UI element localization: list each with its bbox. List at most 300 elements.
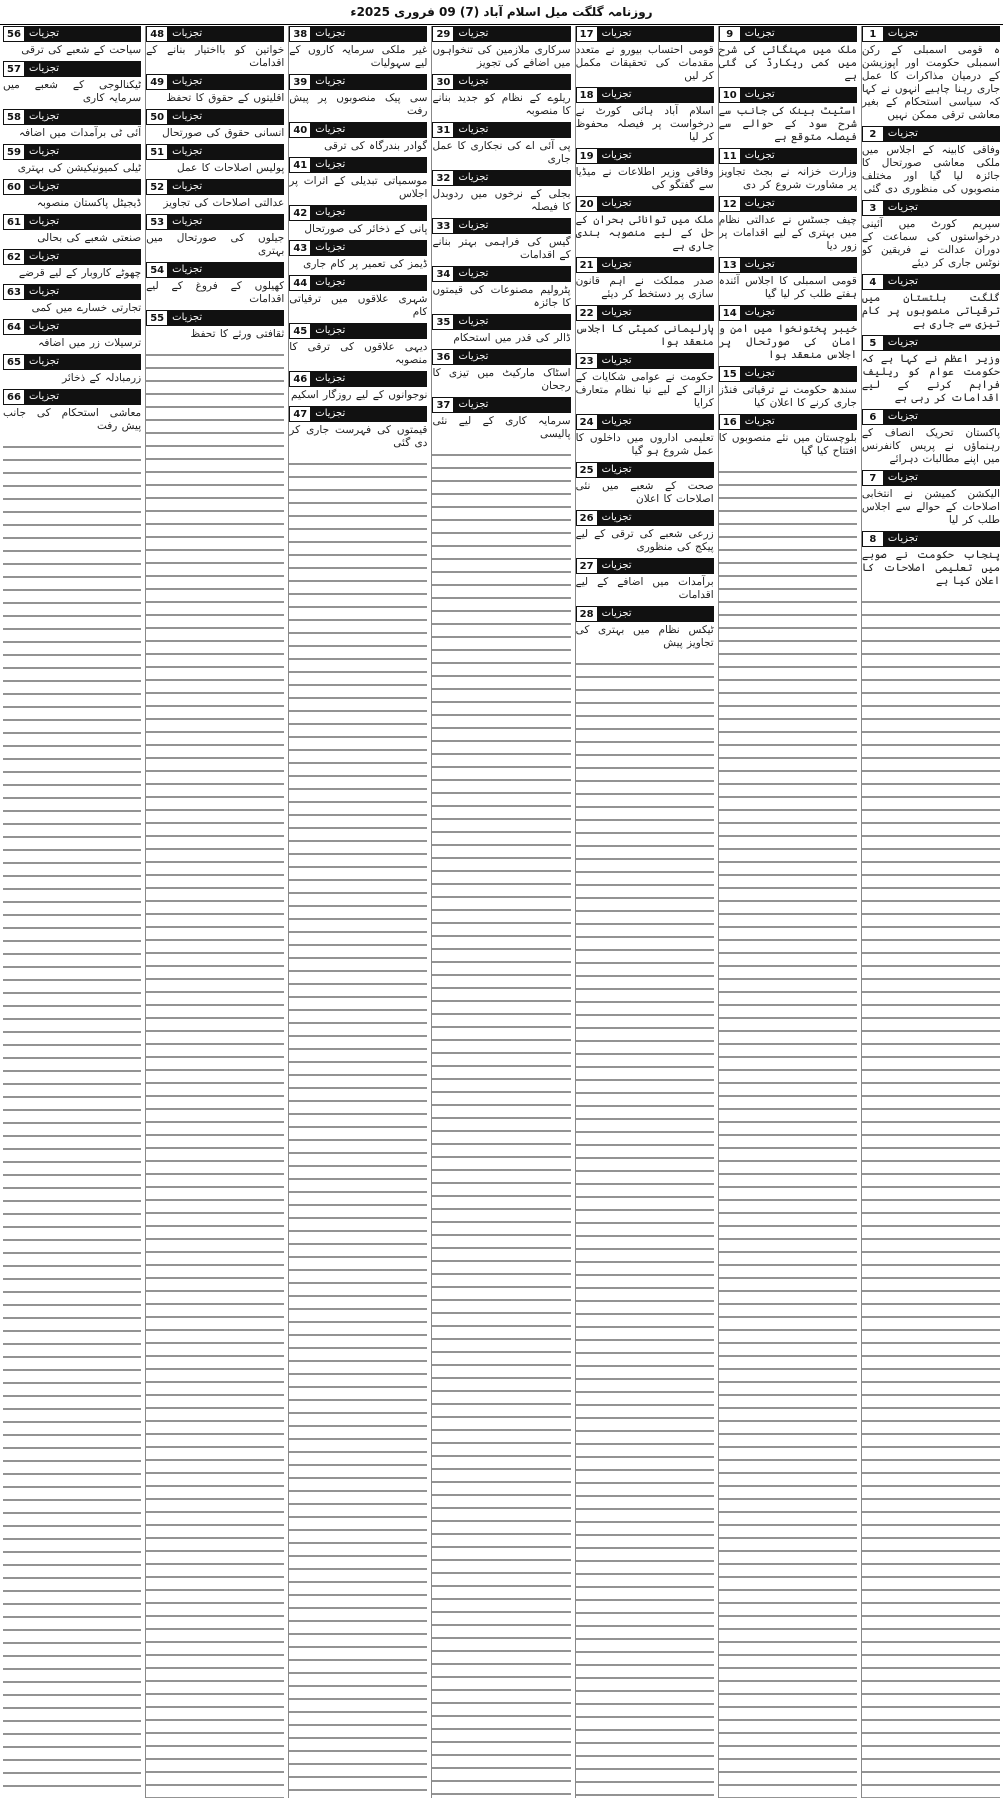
item-header <box>289 157 427 173</box>
news-item <box>432 349 570 393</box>
item-body: وفاقی وزیر اطلاعات نے میڈیا سے گفتگو کی <box>575 166 714 191</box>
news-column <box>145 26 284 1798</box>
item-header <box>289 205 427 221</box>
item-header <box>719 366 857 382</box>
item-number: 28 <box>576 606 598 622</box>
item-header <box>862 409 1000 425</box>
item-number: 37 <box>432 397 454 413</box>
section-label: تجزیات <box>29 216 60 227</box>
text-filler <box>576 654 714 1798</box>
item-number: 46 <box>289 371 311 387</box>
item-header <box>3 179 141 195</box>
item-header <box>576 510 714 526</box>
section-label: تجزیات <box>29 286 60 297</box>
text-filler <box>719 462 857 1798</box>
item-body: شہری علاقوں میں ترقیاتی کام <box>289 293 428 318</box>
item-body: قومی احتساب بیورو نے متعدد مقدمات کی تحقیقات مکمل کر لیں <box>575 44 714 82</box>
item-number: 24 <box>576 414 598 430</box>
item-number: 15 <box>719 366 741 382</box>
news-item <box>3 26 141 57</box>
section-label: تجزیات <box>744 307 775 318</box>
section-label: تجزیات <box>172 146 203 157</box>
news-item <box>289 275 427 319</box>
item-number: 14 <box>719 305 741 321</box>
item-header <box>146 214 284 230</box>
item-body: زرمبادلہ کے ذخائر <box>62 372 142 384</box>
item-number: 17 <box>576 26 598 42</box>
item-header <box>3 249 141 265</box>
item-number: 10 <box>719 87 741 103</box>
section-label: تجزیات <box>29 356 60 367</box>
item-body: پاکستان تحریک انصاف کے رہنماؤں نے پریس کانفرنس میں اپنے مطالبات دہرائے <box>861 427 1000 465</box>
news-item <box>576 414 714 458</box>
news-item <box>576 148 714 192</box>
item-header <box>146 262 284 278</box>
item-header <box>146 109 284 125</box>
item-number: 18 <box>576 87 598 103</box>
section-label: تجزیات <box>315 373 346 384</box>
item-body: پنجاب حکومت نے صوبے میں تعلیمی اصلاحات کا اعلان کیا ہے <box>861 549 1000 587</box>
item-body: قیمتوں کی فہرست جاری کر دی گئی <box>289 424 428 449</box>
section-label: تجزیات <box>744 150 775 161</box>
item-header <box>289 122 427 138</box>
item-body: ٹیکنالوجی کے شعبے میں سرمایہ کاری <box>3 79 142 104</box>
news-column <box>431 26 570 1798</box>
section-label: تجزیات <box>744 416 775 427</box>
item-body: برآمدات میں اضافے کے لیے اقدامات <box>575 576 714 601</box>
item-header <box>146 26 284 42</box>
item-number: 23 <box>576 353 598 369</box>
item-number: 35 <box>432 314 454 330</box>
news-item <box>3 389 141 433</box>
news-column <box>3 26 141 1798</box>
section-label: تجزیات <box>458 172 489 183</box>
item-header <box>432 26 570 42</box>
news-item <box>862 409 1000 466</box>
item-number: 47 <box>289 406 311 422</box>
item-header <box>719 305 857 321</box>
item-header <box>146 179 284 195</box>
news-column <box>718 26 857 1798</box>
item-header <box>289 26 427 42</box>
item-header <box>862 531 1000 547</box>
item-body: گیس کی فراہمی بہتر بنانے کے اقدامات <box>432 236 571 261</box>
news-item <box>576 462 714 506</box>
item-header <box>576 26 714 42</box>
item-header <box>432 266 570 282</box>
text-filler <box>3 437 141 1798</box>
section-label: تجزیات <box>29 181 60 192</box>
news-item <box>289 122 427 153</box>
section-label: تجزیات <box>29 391 60 402</box>
section-label: تجزیات <box>172 216 203 227</box>
section-label: تجزیات <box>744 89 775 100</box>
news-item <box>289 406 427 450</box>
item-header <box>862 335 1000 351</box>
item-body: جیلوں کی صورتحال میں بہتری <box>146 232 285 257</box>
item-body: زرعی شعبے کی ترقی کے لیے پیکج کی منظوری <box>575 528 714 553</box>
text-filler <box>432 445 570 1798</box>
item-body: پٹرولیم مصنوعات کی قیمتوں کا جائزہ <box>432 284 571 309</box>
item-number: 7 <box>862 470 884 486</box>
item-number: 58 <box>3 109 25 125</box>
item-body: بجلی کے نرخوں میں ردوبدل کا فیصلہ <box>432 188 571 213</box>
section-label: تجزیات <box>458 28 489 39</box>
news-item <box>719 148 857 192</box>
item-body: صحت کے شعبے میں نئی اصلاحات کا اعلان <box>575 480 714 505</box>
section-label: تجزیات <box>172 181 203 192</box>
item-body: پارلیمانی کمیٹی کا اجلاس منعقد ہوا <box>575 323 714 348</box>
news-item <box>289 323 427 367</box>
news-item <box>3 179 141 210</box>
item-header <box>289 275 427 291</box>
item-header <box>576 196 714 212</box>
item-number: 43 <box>289 240 311 256</box>
item-header <box>432 122 570 138</box>
item-number: 16 <box>719 414 741 430</box>
item-body: خیبر پختونخوا میں امن و امان کی صورتحال پر اجلاس منعقد ہوا <box>718 323 857 361</box>
item-number: 9 <box>719 26 741 42</box>
item-body: خواتین کو بااختیار بنانے کے اقدامات <box>146 44 285 69</box>
item-body: پولیس اصلاحات کا عمل <box>177 162 285 174</box>
item-header <box>719 196 857 212</box>
news-item <box>146 310 284 341</box>
item-body: ریلوے کے نظام کو جدید بنانے کا منصوبہ <box>432 92 571 117</box>
item-header <box>432 349 570 365</box>
news-item <box>289 26 427 70</box>
item-number: 66 <box>3 389 25 405</box>
item-header <box>719 414 857 430</box>
item-number: 57 <box>3 61 25 77</box>
section-label: تجزیات <box>601 464 632 475</box>
section-label: تجزیات <box>29 111 60 122</box>
item-number: 21 <box>576 257 598 273</box>
news-item <box>576 510 714 554</box>
section-label: تجزیات <box>172 264 203 275</box>
item-body: وزارت خزانہ نے بجٹ تجاویز پر مشاورت شروع کر دی <box>718 166 857 191</box>
item-header <box>862 470 1000 486</box>
news-item <box>3 354 141 385</box>
section-label: تجزیات <box>315 242 346 253</box>
item-header <box>576 87 714 103</box>
item-body: ہ قومی اسمبلی کے رکن اسمبلی حکومت اور اپوزیشن کے درمیان مذاکرات کا عمل جاری رہنا چاہیے انہوں نے کہا کہ سیاسی استحکام کے بغیر معاشی ترقی ممکن نہیں <box>861 44 1000 121</box>
item-number: 31 <box>432 122 454 138</box>
item-header <box>146 310 284 326</box>
text-filler <box>289 454 427 1798</box>
item-body: ٹیکس نظام میں بہتری کی تجاویز پیش <box>575 624 714 649</box>
item-body: غیر ملکی سرمایہ کاروں کے لیے سہولیات <box>289 44 428 69</box>
section-label: تجزیات <box>458 124 489 135</box>
news-item <box>432 314 570 345</box>
section-label: تجزیات <box>601 259 632 270</box>
section-label: تجزیات <box>29 251 60 262</box>
item-number: 52 <box>146 179 168 195</box>
news-item <box>146 109 284 140</box>
section-label: تجزیات <box>29 146 60 157</box>
section-label: تجزیات <box>29 321 60 332</box>
section-label: تجزیات <box>887 411 918 422</box>
item-header <box>146 74 284 90</box>
news-item <box>862 531 1000 588</box>
item-number: 64 <box>3 319 25 335</box>
item-number: 20 <box>576 196 598 212</box>
section-label: تجزیات <box>458 316 489 327</box>
item-header <box>3 319 141 335</box>
item-header <box>432 74 570 90</box>
section-label: تجزیات <box>315 408 346 419</box>
item-header <box>3 109 141 125</box>
item-body: تعلیمی اداروں میں داخلوں کا عمل شروع ہو گیا <box>575 432 714 457</box>
item-number: 30 <box>432 74 454 90</box>
section-label: تجزیات <box>458 76 489 87</box>
item-number: 59 <box>3 144 25 160</box>
item-number: 36 <box>432 349 454 365</box>
item-header <box>719 257 857 273</box>
item-header <box>719 26 857 42</box>
section-label: تجزیات <box>601 150 632 161</box>
item-number: 41 <box>289 157 311 173</box>
columns-container <box>0 26 1003 1798</box>
item-header <box>576 257 714 273</box>
item-header <box>576 558 714 574</box>
section-label: تجزیات <box>601 512 632 523</box>
section-label: تجزیات <box>601 307 632 318</box>
news-item <box>289 157 427 201</box>
section-label: تجزیات <box>601 416 632 427</box>
news-item <box>576 257 714 301</box>
news-item <box>289 205 427 236</box>
item-body: کھیلوں کے فروغ کے لیے اقدامات <box>146 280 285 305</box>
news-item <box>719 305 857 362</box>
section-label: تجزیات <box>29 28 60 39</box>
section-label: تجزیات <box>458 399 489 410</box>
section-label: تجزیات <box>601 560 632 571</box>
news-item <box>289 240 427 271</box>
item-number: 38 <box>289 26 311 42</box>
section-label: تجزیات <box>601 608 632 619</box>
item-header <box>289 240 427 256</box>
item-number: 54 <box>146 262 168 278</box>
item-number: 65 <box>3 354 25 370</box>
item-body: وزیر اعظم نے کہا ہے کہ حکومت عوام کو ریلیف فراہم کرنے کے لیے اقدامات کر رہی ہے <box>861 353 1000 404</box>
item-number: 11 <box>719 148 741 164</box>
section-label: تجزیات <box>315 124 346 135</box>
section-label: تجزیات <box>29 63 60 74</box>
section-label: تجزیات <box>172 111 203 122</box>
item-body: اسٹیٹ بینک کی جانب سے شرح سود کے حوالے سے فیصلہ متوقع ہے <box>718 105 857 143</box>
section-label: تجزیات <box>887 472 918 483</box>
news-item <box>576 26 714 83</box>
text-filler <box>862 592 1000 1798</box>
item-header <box>432 397 570 413</box>
item-body: سپریم کورٹ میں آئینی درخواستوں کی سماعت کے دوران عدالت نے فریقین کو نوٹس جاری کر دیئے <box>861 218 1000 269</box>
news-item <box>576 353 714 410</box>
news-item <box>432 170 570 214</box>
news-item <box>862 470 1000 527</box>
section-label: تجزیات <box>315 277 346 288</box>
section-label: تجزیات <box>887 128 918 139</box>
news-item <box>432 26 570 70</box>
news-column <box>288 26 427 1798</box>
item-body: سیاحت کے شعبے کی ترقی <box>21 44 142 56</box>
news-item <box>146 214 284 258</box>
news-item <box>862 200 1000 270</box>
item-header <box>862 126 1000 142</box>
item-number: 48 <box>146 26 168 42</box>
news-item <box>576 305 714 349</box>
item-header <box>576 606 714 622</box>
item-number: 13 <box>719 257 741 273</box>
news-item <box>289 74 427 118</box>
news-item <box>146 144 284 175</box>
item-body: انسانی حقوق کی صورتحال <box>162 127 285 139</box>
section-label: تجزیات <box>601 28 632 39</box>
item-number: 26 <box>576 510 598 526</box>
item-number: 19 <box>576 148 598 164</box>
item-number: 56 <box>3 26 25 42</box>
item-number: 44 <box>289 275 311 291</box>
news-item <box>576 87 714 144</box>
item-header <box>576 148 714 164</box>
item-number: 51 <box>146 144 168 160</box>
item-body: موسمیاتی تبدیلی کے اثرات پر اجلاس <box>289 175 428 200</box>
section-label: تجزیات <box>887 28 918 39</box>
item-number: 27 <box>576 558 598 574</box>
news-column <box>575 26 714 1798</box>
news-item <box>576 558 714 602</box>
news-item <box>3 249 141 280</box>
item-header <box>3 389 141 405</box>
item-body: گوادر بندرگاہ کی ترقی <box>324 140 428 152</box>
item-number: 22 <box>576 305 598 321</box>
item-number: 60 <box>3 179 25 195</box>
section-label: تجزیات <box>601 355 632 366</box>
section-label: تجزیات <box>744 259 775 270</box>
item-body: ٹیلی کمیونیکیشن کی بہتری <box>17 162 142 174</box>
item-number: 32 <box>432 170 454 186</box>
item-number: 34 <box>432 266 454 282</box>
news-item <box>432 218 570 262</box>
section-label: تجزیات <box>601 198 632 209</box>
section-label: تجزیات <box>315 28 346 39</box>
item-number: 6 <box>862 409 884 425</box>
item-header <box>576 353 714 369</box>
news-item <box>432 397 570 441</box>
item-header <box>289 323 427 339</box>
masthead: روزنامہ گلگت میل اسلام آباد (7) 09 فروری 2025ء <box>0 0 1003 25</box>
news-item <box>3 284 141 315</box>
item-number: 1 <box>862 26 884 42</box>
item-header <box>719 148 857 164</box>
news-item <box>576 606 714 650</box>
item-body: پی آئی اے کی نجکاری کا عمل جاری <box>432 140 571 165</box>
section-label: تجزیات <box>458 268 489 279</box>
item-number: 50 <box>146 109 168 125</box>
item-body: چھوٹے کاروبار کے لیے قرضے <box>18 267 142 279</box>
item-body: ثقافتی ورثے کا تحفظ <box>190 328 285 340</box>
news-item <box>3 214 141 245</box>
item-body: تجارتی خسارے میں کمی <box>31 302 142 314</box>
news-item <box>719 257 857 301</box>
item-body: سندھ حکومت نے ترقیاتی فنڈز جاری کرنے کا اعلان کیا <box>718 384 857 409</box>
item-body: گلگت بلتستان میں ترقیاتی منصوبوں پر کام تیزی سے جاری ہے <box>861 292 1000 330</box>
item-header <box>576 305 714 321</box>
item-body: دیہی علاقوں کی ترقی کا منصوبہ <box>289 341 428 366</box>
item-number: 39 <box>289 74 311 90</box>
section-label: تجزیات <box>172 76 203 87</box>
section-label: تجزیات <box>887 533 918 544</box>
item-body: الیکشن کمیشن نے انتخابی اصلاحات کے حوالے سے اجلاس طلب کر لیا <box>861 488 1000 526</box>
section-label: تجزیات <box>458 220 489 231</box>
item-header <box>289 74 427 90</box>
item-header <box>432 170 570 186</box>
news-item <box>719 366 857 410</box>
item-number: 29 <box>432 26 454 42</box>
news-item <box>3 319 141 350</box>
section-label: تجزیات <box>315 159 346 170</box>
item-number: 45 <box>289 323 311 339</box>
item-number: 2 <box>862 126 884 142</box>
news-item <box>146 26 284 70</box>
news-item <box>719 87 857 144</box>
news-item <box>3 144 141 175</box>
item-body: اقلیتوں کے حقوق کا تحفظ <box>166 92 285 104</box>
item-header <box>719 87 857 103</box>
news-item <box>862 274 1000 331</box>
item-body: ترسیلات زر میں اضافہ <box>38 337 142 349</box>
section-label: تجزیات <box>744 198 775 209</box>
item-header <box>289 406 427 422</box>
item-body: قومی اسمبلی کا اجلاس آئندہ ہفتے طلب کر لیا گیا <box>718 275 857 300</box>
section-label: تجزیات <box>887 202 918 213</box>
item-body: بلوچستان میں نئے منصوبوں کا افتتاح کیا گیا <box>718 432 857 457</box>
item-body: سی پیک منصوبوں پر پیش رفت <box>289 92 428 117</box>
text-filler <box>146 345 284 1798</box>
item-header <box>432 314 570 330</box>
item-number: 49 <box>146 74 168 90</box>
news-column <box>861 26 1000 1798</box>
item-number: 53 <box>146 214 168 230</box>
news-item <box>862 126 1000 196</box>
item-header <box>3 284 141 300</box>
news-item <box>719 414 857 458</box>
item-number: 12 <box>719 196 741 212</box>
news-item <box>862 335 1000 405</box>
item-body: اسلام آباد ہائی کورٹ نے درخواست پر فیصلہ محفوظ کر لیا <box>575 105 714 143</box>
item-body: حکومت نے عوامی شکایات کے ازالے کے لیے نیا نظام متعارف کرایا <box>575 371 714 409</box>
news-item <box>719 26 857 83</box>
item-number: 40 <box>289 122 311 138</box>
item-body: ڈیمز کی تعمیر پر کام جاری <box>303 258 428 270</box>
item-number: 4 <box>862 274 884 290</box>
section-label: تجزیات <box>172 312 203 323</box>
item-body: ملک میں مہنگائی کی شرح میں کمی ریکارڈ کی گئی ہے <box>718 44 857 82</box>
news-item <box>3 109 141 140</box>
item-header <box>289 371 427 387</box>
news-item <box>146 179 284 210</box>
item-header <box>146 144 284 160</box>
item-body: ڈالر کی قدر میں استحکام <box>453 332 571 344</box>
item-header <box>3 61 141 77</box>
item-number: 3 <box>862 200 884 216</box>
item-number: 55 <box>146 310 168 326</box>
item-body: سرکاری ملازمین کی تنخواہوں میں اضافے کی تجویز <box>432 44 571 69</box>
item-header <box>576 414 714 430</box>
news-item <box>432 266 570 310</box>
item-number: 63 <box>3 284 25 300</box>
section-label: تجزیات <box>458 351 489 362</box>
item-header <box>432 218 570 234</box>
